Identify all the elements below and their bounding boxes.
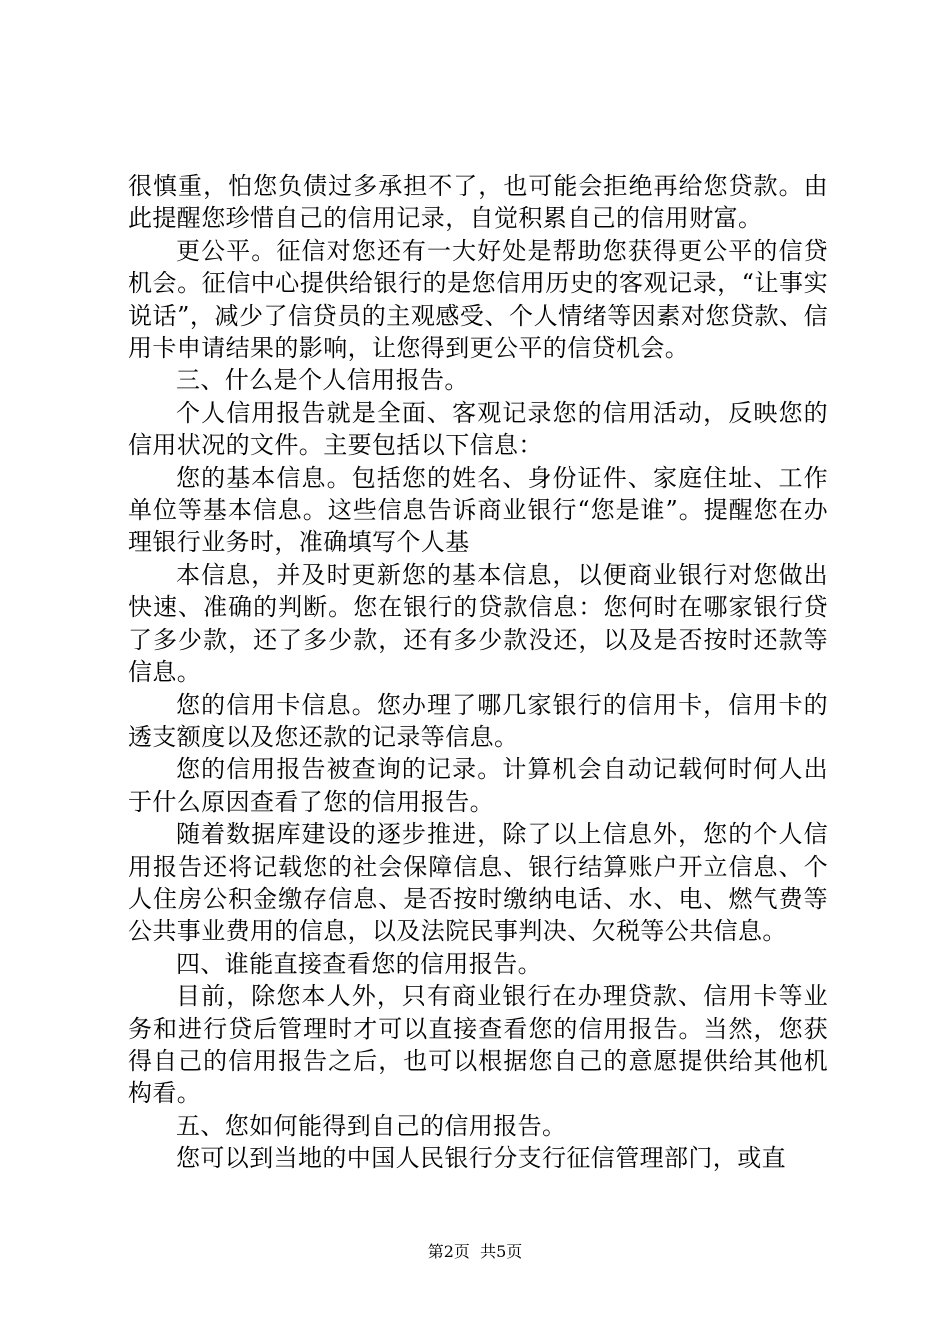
section-heading-4: 四、谁能直接查看您的信用报告。: [176, 949, 542, 978]
paragraph-8: 您的信用报告被查询的记录。计算机会自动记载何时何人出于什么原因查看了您的信用报告。: [128, 755, 828, 816]
paragraph-1: 很慎重，怕您负债过多承担不了，也可能会拒绝再给您贷款。由此提醒您珍惜自己的信用记录，自觉积累自己的信用财富。: [128, 172, 828, 233]
section-heading-3: 三、什么是个人信用报告。: [176, 366, 469, 395]
paragraph-13: 您可以到当地的中国人民银行分支行征信管理部门，或直: [176, 1144, 786, 1173]
paragraph-6: 本信息，并及时更新您的基本信息，以便商业银行对您做出快速、准确的判断。您在银行的贷款信息：您何时在哪家银行贷了多少款，还了多少款，还有多少款没还，以及是否按时还款等信息。: [128, 560, 828, 687]
page-footer: [0, 1242, 950, 1262]
paragraph-7: 您的信用卡信息。您办理了哪几家银行的信用卡，信用卡的透支额度以及您还款的记录等信息。: [128, 690, 828, 751]
paragraph-5: 您的基本信息。包括您的姓名、身份证件、家庭住址、工作单位等基本信息。这些信息告诉商业银行“您是谁”。提醒您在办理银行业务时，准确填写个人基: [128, 463, 828, 557]
paragraph-4: 个人信用报告就是全面、客观记录您的信用活动，反映您的信用状况的文件。主要包括以下信息：: [128, 398, 828, 460]
paragraph-11: 目前，除您本人外，只有商业银行在办理贷款、信用卡等业务和进行贷后管理时才可以直接查看您的信用报告。当然，您获得自己的信用报告之后，也可以根据您自己的意愿提供给其他机构看。: [128, 982, 828, 1108]
page-number-label: 第2页 共5页: [427, 1242, 523, 1261]
document-body: [128, 170, 828, 1175]
paragraph-2: 更公平。征信对您还有一大好处是帮助您获得更公平的信贷机会。征信中心提供给银行的是您信用历史的客观记录，“让事实说话”，减少了信贷员的主观感受、个人情绪等因素对您贷款、信用卡申请结果的影响，让您得到更公平的信贷机会。: [128, 236, 828, 363]
section-heading-5: 五、您如何能得到自己的信用报告。: [176, 1111, 567, 1140]
paragraph-9: 随着数据库建设的逐步推进，除了以上信息外，您的个人信用报告还将记载您的社会保障信息、银行结算账户开立信息、个人住房公积金缴存信息、是否按时缴纳电话、水、电、燃气费等公共事业费用的信息，以及法院民事判决、欠税等公共信息。: [128, 820, 828, 946]
